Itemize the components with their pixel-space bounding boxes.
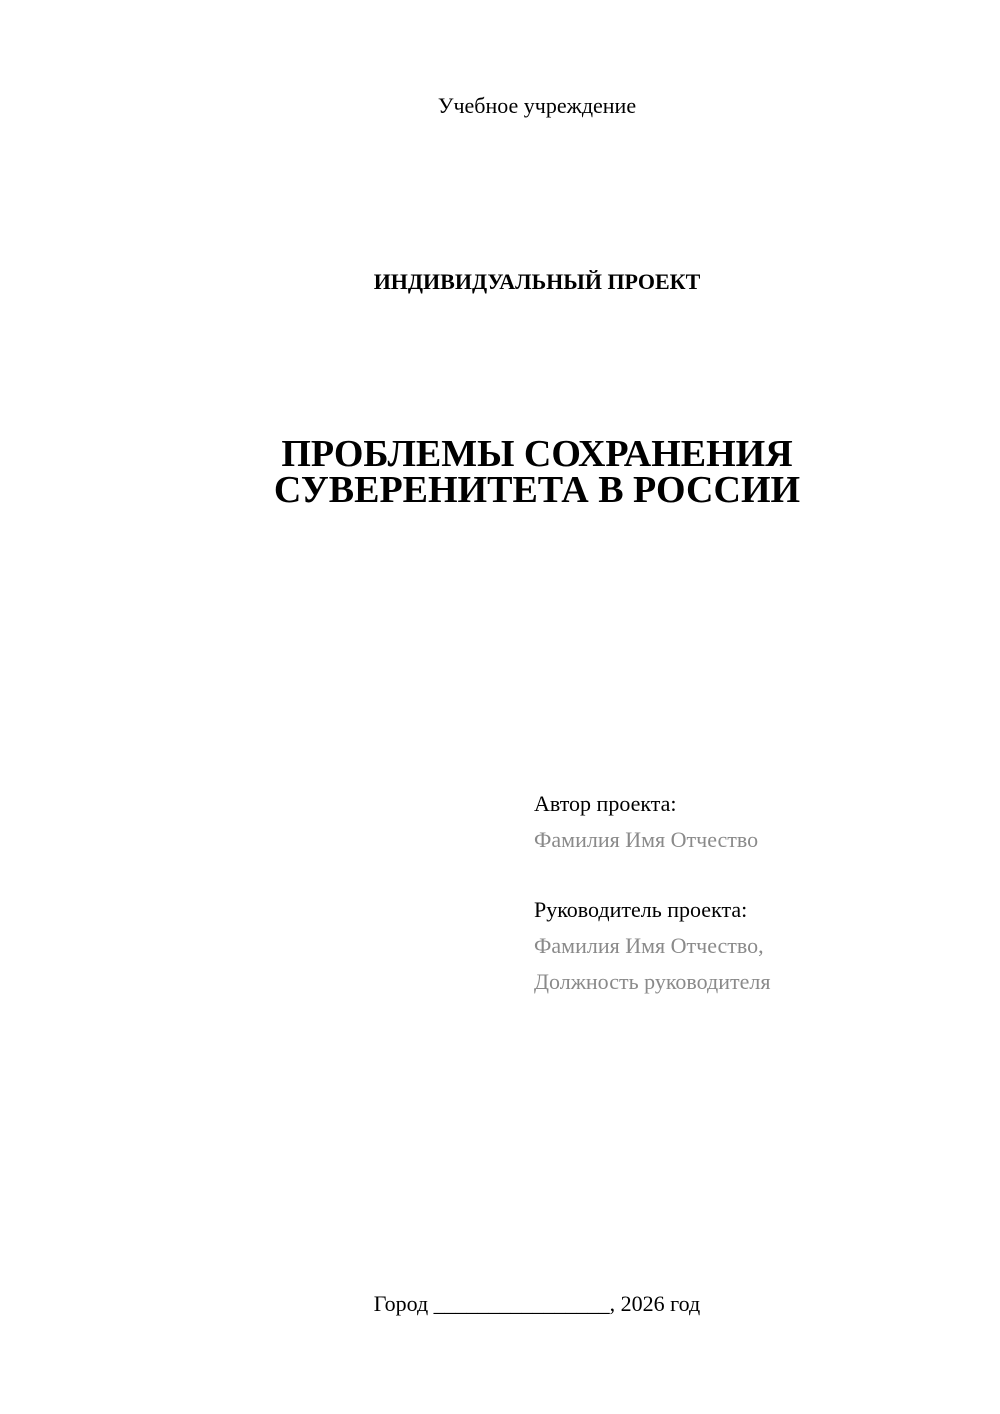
supervisor-name: Фамилия Имя Отчество, (534, 933, 764, 958)
project-title (0, 433, 1000, 511)
author-block (534, 786, 758, 858)
supervisor-block (534, 892, 770, 1000)
project-title-line-1: ПРОБЛЕМЫ СОХРАНЕНИЯ (281, 433, 793, 475)
author-name: Фамилия Имя Отчество (534, 827, 759, 852)
supervisor-position: Должность руководителя (534, 969, 771, 994)
project-title-line-2: СУВЕРЕНИТЕТА В РОССИИ (273, 469, 801, 511)
institution-name: Учебное учреждение (437, 93, 637, 118)
city-year-footer: Город ________________, 2026 год (373, 1291, 701, 1316)
author-label: Автор проекта: (534, 791, 677, 816)
project-type-heading: ИНДИВИДУАЛЬНЫЙ ПРОЕКТ (373, 269, 701, 294)
supervisor-label: Руководитель проекта: (534, 897, 748, 922)
